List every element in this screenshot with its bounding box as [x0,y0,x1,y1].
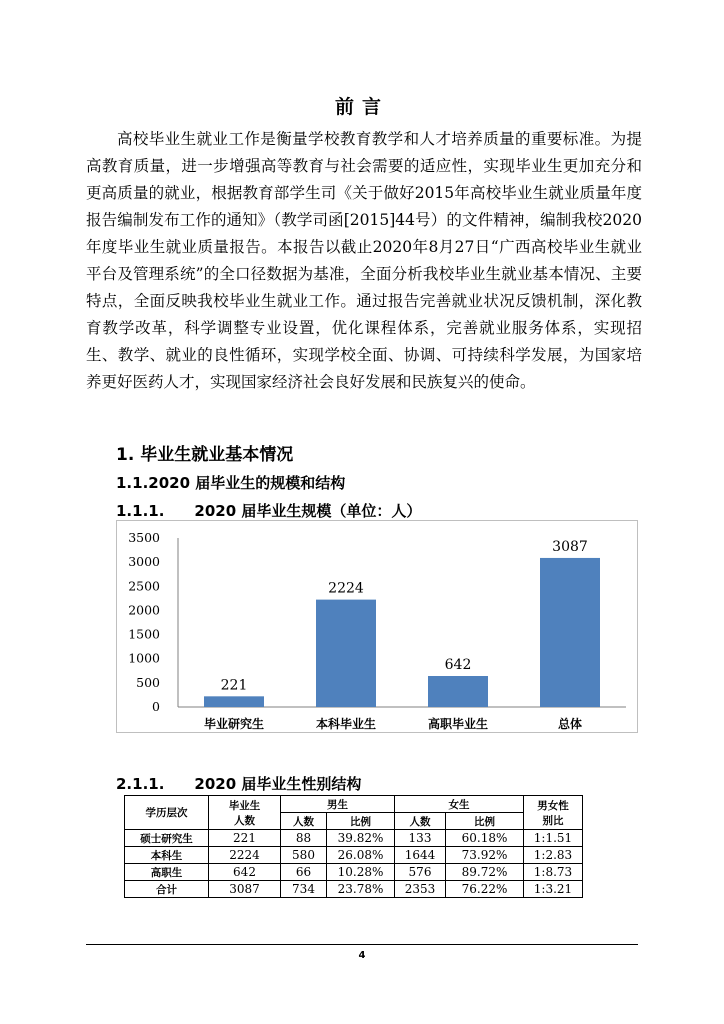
gender-structure-table [124,795,583,898]
cell-level: 合计 [125,881,209,898]
header-female-count: 人数 [395,813,446,830]
header-level: 学历层次 [125,796,209,830]
y-tick-label: 500 [136,674,160,690]
cell-male-pct: 10.28% [327,864,395,881]
header-male: 男生 [281,796,395,813]
cell-male: 580 [281,847,327,864]
footer-divider [86,944,638,945]
bar [540,558,600,707]
y-tick-label: 1000 [128,650,160,666]
bar-data-label: 221 [220,677,248,694]
cell-female-pct: 76.22% [446,881,524,898]
cell-total: 221 [209,830,281,847]
y-tick-label: 2500 [128,578,160,594]
bar-data-label: 3087 [552,538,588,555]
intro-paragraph: 高校毕业生就业工作是衡量学校教育教学和人才培养质量的重要标准。为提高教育质量，进一步增强高等教育与社会需要的适应性，实现毕业生更加充分和更高质量的就业，根据教育部学生司《关于做好2015年高校毕业生就业质量年度报告编制发布工作的通知》（教学司函[2015]44号）的文件精神，编制我校2020年度毕业生就业质量报告。本报告以截止2020年8月27日“广西高校毕业生就业平台及管理系统”的全口径数据为基准，全面分析我校毕业生就业基本情况、主要特点，全面反映我校毕业生就业工作。通过报告完善就业状况反馈机制，深化教育教学改革，科学调整专业设置，优化课程体系，完善就业服务体系，实现招生、教学、就业的良性循环，实现学校全面、协调、可持续科学发展，为国家培养更好医药人才，实现国家经济社会良好发展和民族复兴的使命。 [86,130,642,391]
header-ratio-line2: 别比 [542,814,564,827]
cell-ratio: 1:2.83 [524,847,583,864]
cell-male: 66 [281,864,327,881]
table-row [125,830,583,847]
x-category-label: 总体 [557,717,583,731]
header-ratio [524,796,583,830]
table-heading: 2.1.1. 2020 届毕业生性别结构 [116,775,362,793]
y-tick-label: 0 [152,699,160,714]
cell-male: 88 [281,830,327,847]
x-category-label: 本科毕业生 [315,717,377,731]
header-female: 女生 [395,796,524,813]
section-heading: 1. 毕业生就业基本情况 [116,445,294,465]
cell-female: 1644 [395,847,446,864]
y-tick-label: 3000 [128,554,160,570]
bar [316,600,376,707]
bar-data-label: 642 [444,657,472,674]
y-tick-label: 2000 [128,602,160,618]
bar-data-label: 2224 [328,580,364,597]
cell-female-pct: 60.18% [446,830,524,847]
cell-female-pct: 73.92% [446,847,524,864]
x-category-label: 高职毕业生 [427,717,489,731]
table-row [125,864,583,881]
header-grads [209,796,281,830]
cell-total: 3087 [209,881,281,898]
chart-heading: 1.1.1. 2020 届毕业生规模（单位：人） [116,502,422,520]
cell-male-pct: 39.82% [327,830,395,847]
cell-male-pct: 23.78% [327,881,395,898]
table-row [125,847,583,864]
cell-level: 高职生 [125,864,209,881]
header-male-pct: 比例 [327,813,395,830]
graduate-scale-chart [116,520,638,770]
bar [428,676,488,707]
cell-ratio: 1:3.21 [524,881,583,898]
cell-level: 硕士研究生 [125,830,209,847]
header-grads-line1: 毕业生 [228,799,261,812]
cell-female: 133 [395,830,446,847]
table-header-row [125,796,583,813]
cell-female: 576 [395,864,446,881]
subsection-heading: 1.1.2020 届毕业生的规模和结构 [116,474,346,492]
header-grads-line2: 人数 [234,814,255,827]
page-title: 前言 [334,96,389,118]
header-ratio-line1: 男女性 [537,799,569,812]
cell-level: 本科生 [125,847,209,864]
y-tick-label: 3500 [128,530,160,545]
cell-male: 734 [281,881,327,898]
x-category-label: 毕业研究生 [203,717,265,731]
y-tick-label: 1500 [128,626,160,642]
page-number: 4 [358,950,366,961]
header-male-count: 人数 [281,813,327,830]
cell-total: 2224 [209,847,281,864]
cell-ratio: 1:1.51 [524,830,583,847]
bar [204,696,264,707]
cell-female: 2353 [395,881,446,898]
header-female-pct: 比例 [446,813,524,830]
cell-total: 642 [209,864,281,881]
cell-male-pct: 26.08% [327,847,395,864]
cell-ratio: 1:8.73 [524,864,583,881]
table-row [125,881,583,898]
cell-female-pct: 89.72% [446,864,524,881]
